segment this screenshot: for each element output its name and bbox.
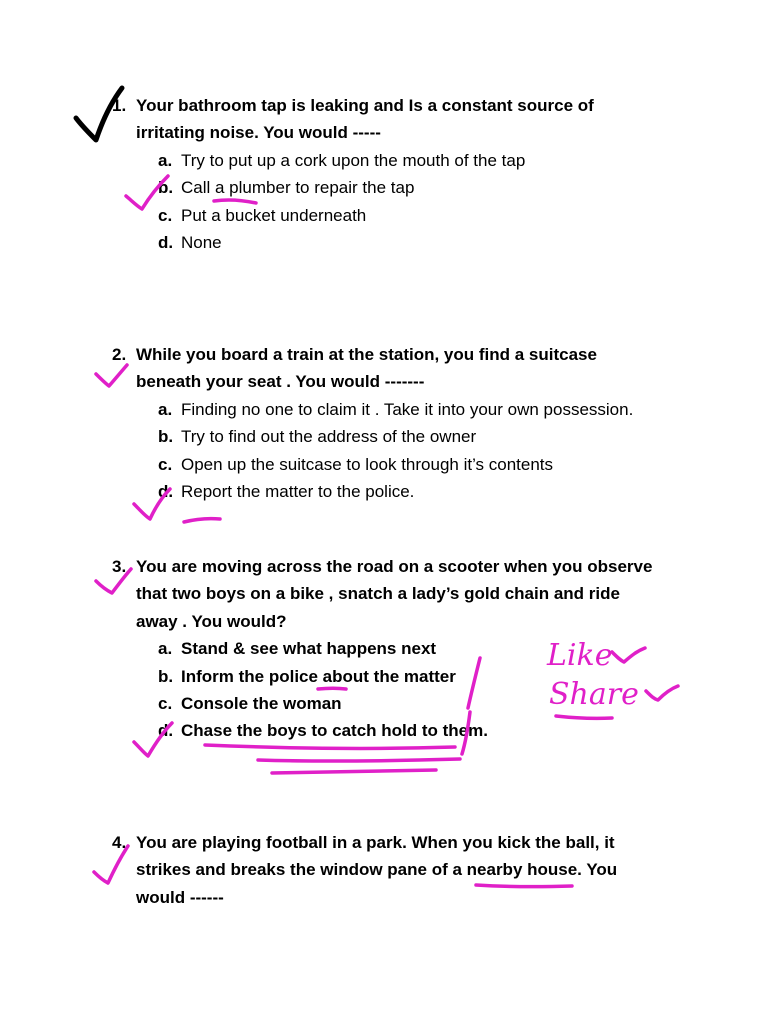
question-number: 1. [112,96,127,115]
option-c [158,690,702,717]
option-list [112,147,702,257]
question-text: that two boys on a bike , snatch a lady’s gold chain and ride [136,584,620,604]
question-text: You are moving across the road on a scooter when you observe [136,557,653,576]
option-text: Put a bucket underneath [181,205,367,225]
question-3 [112,553,702,745]
option-text: Try to find out the address of the owner [181,427,477,447]
option-text: Open up the suitcase to look through it’s contents [181,454,554,474]
option-list [112,635,702,745]
question-text: strikes and breaks the window pane of a nearby house. You [136,860,618,880]
option-letter: c. [158,694,173,714]
like-label: Like [547,638,613,673]
option-b [158,423,702,450]
option-letter: d. [158,233,174,253]
option-a [158,635,702,662]
question-text: irritating noise. You would ----- [136,123,381,143]
option-text: Try to put up a cork upon the mouth of the tap [181,150,526,170]
option-b [158,663,702,690]
option-text: Stand & see what happens next [181,639,437,659]
option-letter: a. [158,399,173,419]
question-text: Your bathroom tap is leaking and Is a constant source of [136,96,594,115]
option-letter: a. [158,639,173,659]
question-text: beneath your seat . You would ------- [136,372,425,392]
question-text: While you board a train at the station, you find a suitcase [136,345,597,364]
option-list [112,396,702,506]
option-c [158,451,702,478]
option-letter: d. [158,482,174,502]
option-b [158,174,702,201]
question-text: You are playing football in a park. When you kick the ball, it [136,833,615,852]
option-text: Chase the boys to catch hold to them. [181,721,488,741]
question-2 [112,341,702,505]
option-d [158,478,702,505]
question-1 [112,92,702,256]
underline-stroke [184,519,220,522]
option-d [158,229,702,256]
option-c [158,202,702,229]
question-text: would ------ [136,887,224,907]
question-text: away . You would? [136,611,287,631]
option-text: Console the woman [181,694,342,714]
question-number: 4. [112,833,127,852]
underline-stroke [258,759,460,761]
option-text: Inform the police about the matter [181,666,456,686]
underline-stroke [272,770,436,773]
option-a [158,396,702,423]
option-letter: c. [158,454,173,474]
option-letter: d. [158,721,174,741]
option-a [158,147,702,174]
option-text: None [181,233,222,253]
question-number: 3. [112,557,127,576]
share-label: Share [549,677,639,712]
question-4 [112,829,702,911]
option-d [158,717,702,744]
option-letter: b. [158,178,174,198]
underline-stroke [205,745,455,748]
option-letter: a. [158,150,173,170]
question-number: 2. [112,345,127,364]
option-letter: c. [158,205,173,225]
option-letter: b. [158,666,174,686]
option-text: Finding no one to claim it . Take it into your own possession. [181,399,634,419]
option-text: Report the matter to the police. [181,482,415,502]
option-text: Call a plumber to repair the tap [181,178,415,198]
option-letter: b. [158,427,174,447]
